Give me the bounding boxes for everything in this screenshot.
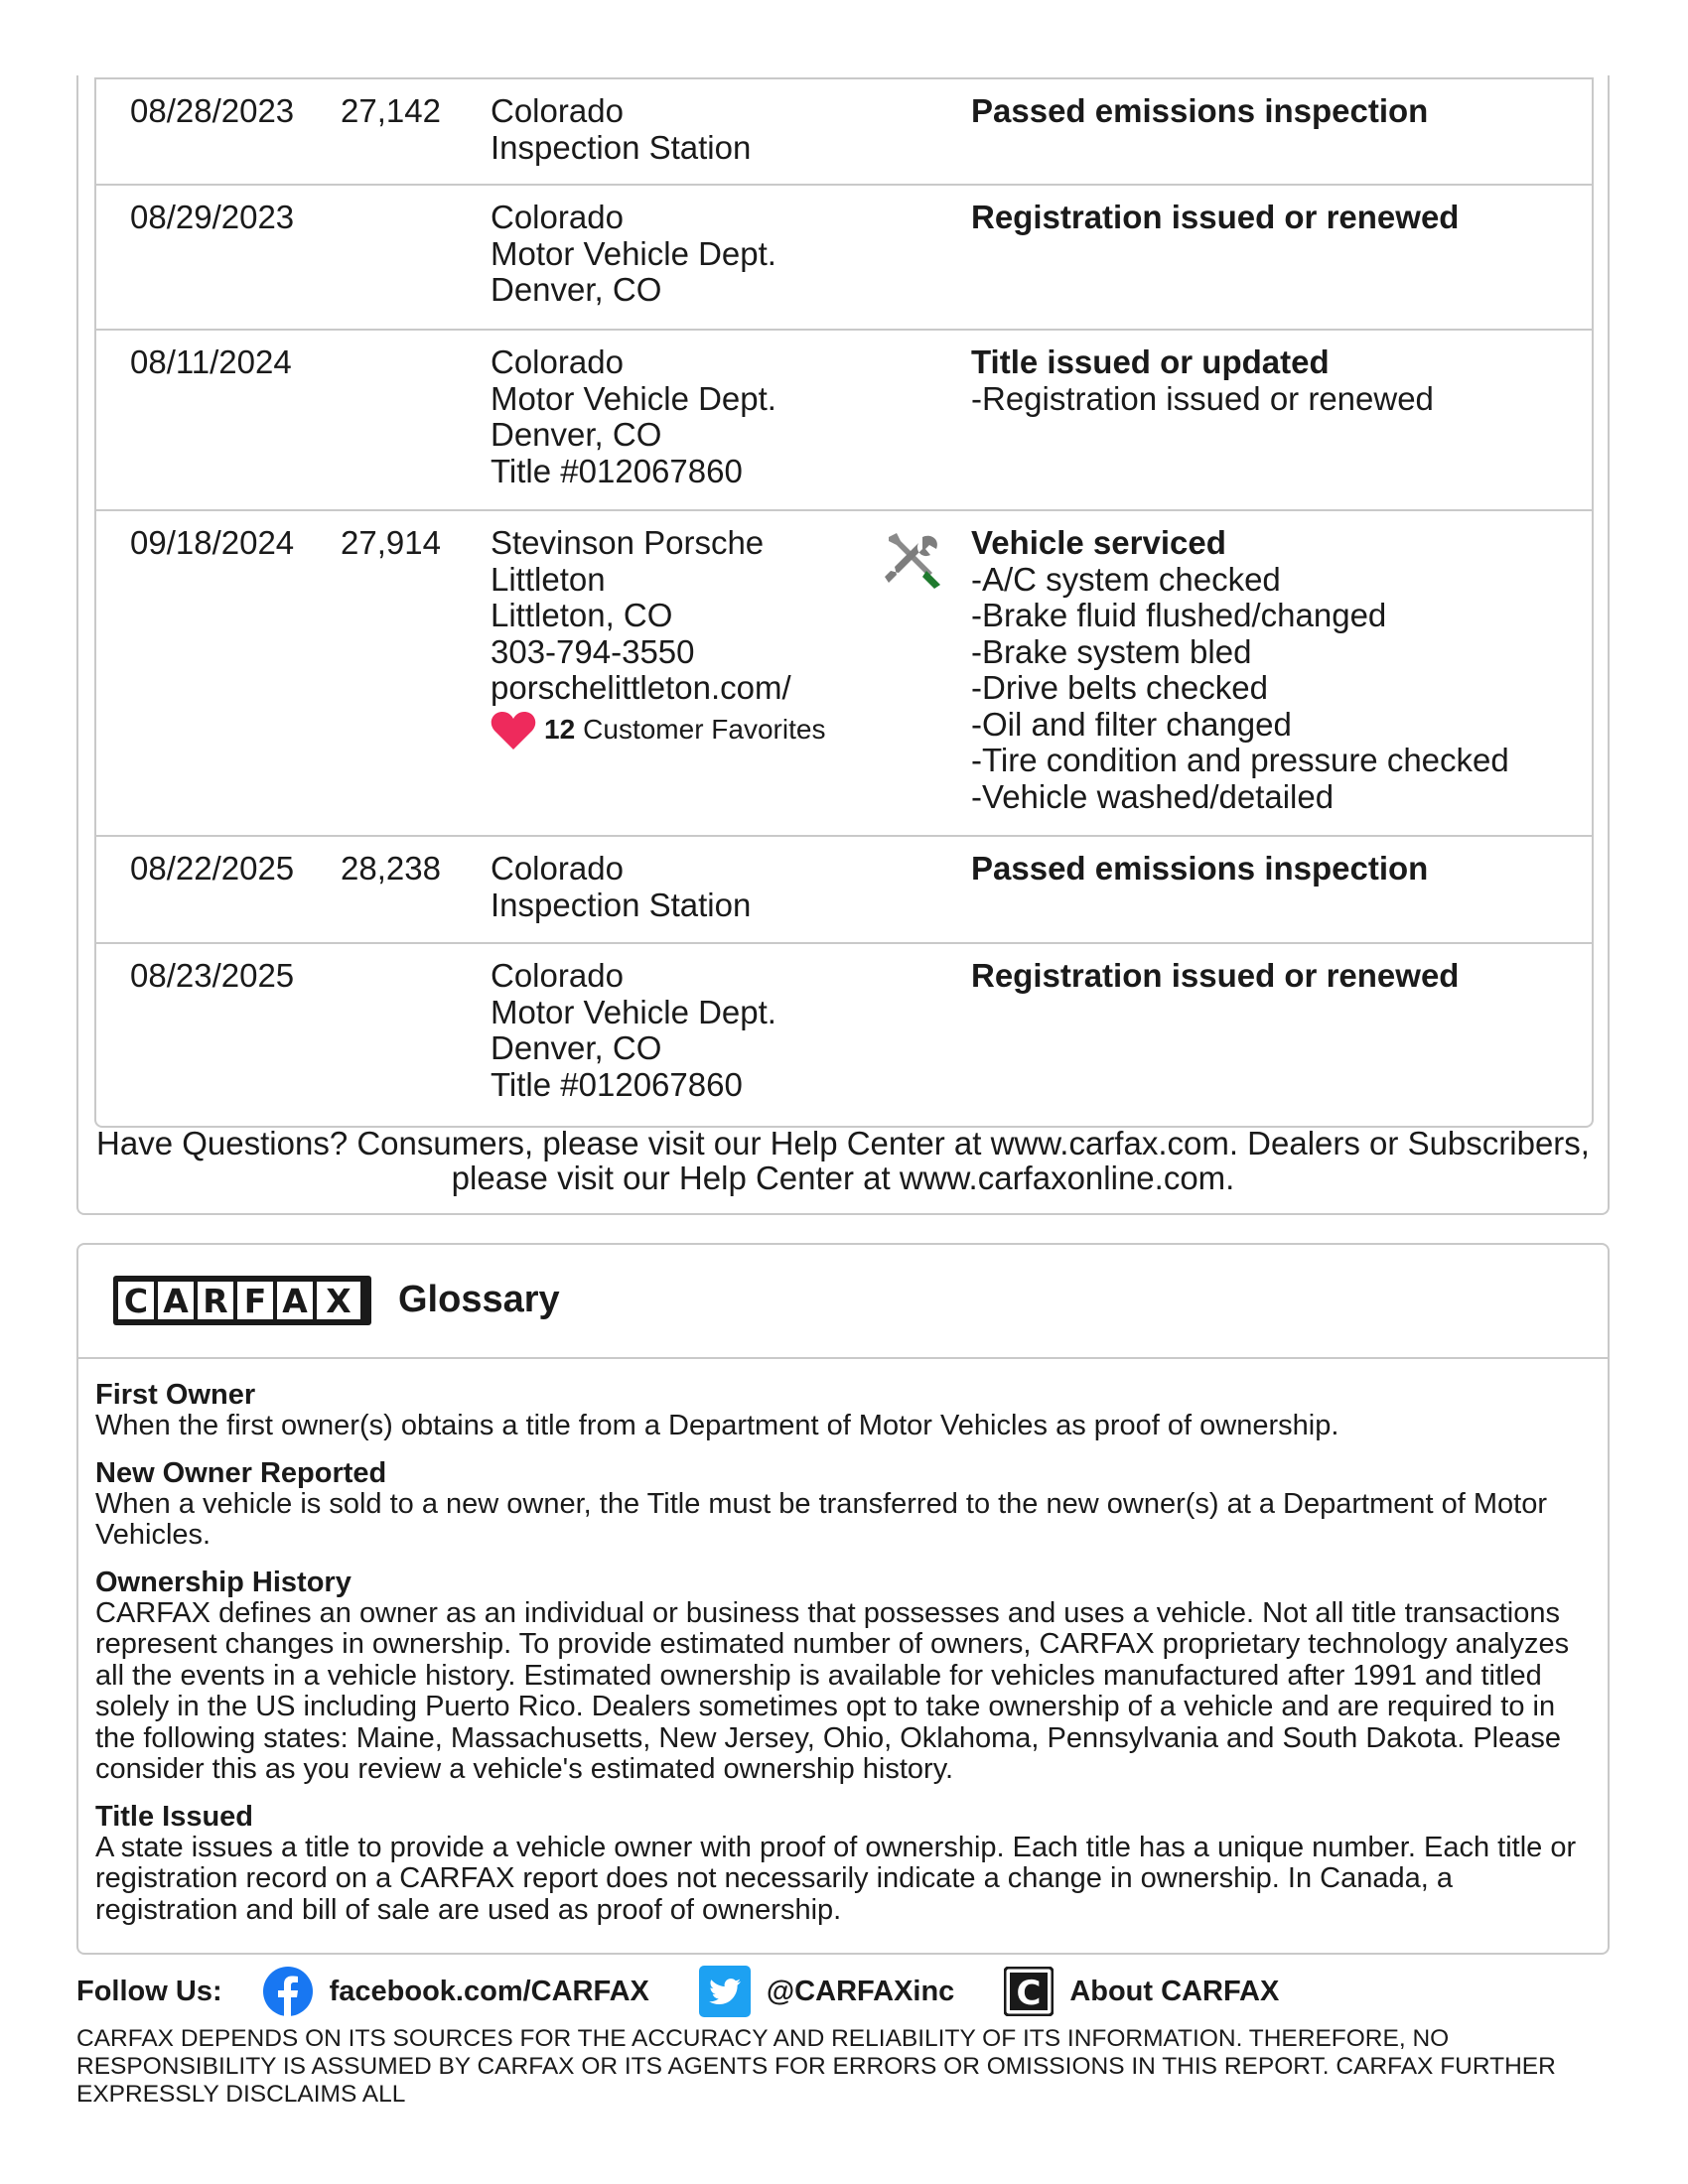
record-source [491, 93, 751, 166]
favorites-label: Customer Favorites [583, 714, 826, 746]
follow-us-label: Follow Us: [76, 1975, 222, 2007]
twitter-link-text: @CARFAXinc [766, 1975, 955, 2007]
record-source [491, 200, 776, 309]
comment-item: -Oil and filter changed [971, 705, 1292, 743]
source-line: Littleton [491, 560, 606, 598]
facebook-link[interactable] [262, 1966, 649, 2017]
glossary-body [95, 1380, 1595, 1942]
source-line: Littleton, CO [491, 597, 673, 633]
history-records-table [94, 77, 1594, 1128]
heart-icon [491, 711, 536, 751]
source-link[interactable]: porschelittleton.com/ [491, 669, 791, 706]
follow-us-bar [76, 1964, 1610, 2019]
comment-item: -Drive belts checked [971, 669, 1268, 706]
source-line: Motor Vehicle Dept. [491, 234, 776, 272]
comment-head: Registration issued or renewed [971, 199, 1460, 235]
disclaimer-text: CARFAX DEPENDS ON ITS SOURCES FOR THE ACCURACY AND RELIABILITY OF ITS INFORMATION. THEREFORE, NO RESPONSIBILITY IS ASSUMED BY CARFAX OR ITS AGENTS FOR ERRORS OR OMISSIONS IN THIS REPORT. CARFAX FURTHER EXPRESSLY DISCLAIMS ALL [76, 2025, 1556, 2108]
comment-item: -Registration issued or renewed [971, 379, 1434, 417]
record-date: 08/28/2023 [130, 92, 295, 129]
term-definition: A state issues a title to provide a vehicle owner with proof of ownership. Each title has a unique number. Each title or registration record on a CARFAX report does not necessarily indicate a change in ownership. In Canada, a registration and bill of sale are used as proof of ownership. [95, 1831, 1577, 1926]
source-line: 303-794-3550 [491, 632, 695, 670]
record-date: 09/18/2024 [130, 524, 295, 561]
glossary-title: Glossary [398, 1279, 560, 1320]
customer-favorites [491, 711, 825, 751]
comment-item: -Brake system bled [971, 632, 1252, 670]
carfax-logo: C A R F A X [113, 1276, 371, 1325]
facebook-link-text: facebook.com/CARFAX [329, 1975, 649, 2007]
record-source [491, 525, 825, 751]
record-comments [971, 958, 1459, 995]
comment-item: -Brake fluid flushed/changed [971, 597, 1387, 633]
source-line: Stevinson Porsche [491, 524, 765, 561]
term-title: First Owner [95, 1379, 256, 1411]
source-line: Title #012067860 [491, 1065, 743, 1103]
record-date: 08/11/2024 [130, 343, 292, 380]
source-line: Colorado [491, 343, 624, 380]
term-definition: When the first owner(s) obtains a title from a Department of Motor Vehicles as proof of ownership. [95, 1410, 1339, 1441]
record-source [491, 344, 776, 489]
about-carfax-link[interactable] [1004, 1967, 1279, 2016]
comment-head: Vehicle serviced [971, 524, 1226, 561]
glossary-term [95, 1568, 1595, 1786]
source-line: Inspection Station [491, 886, 752, 923]
source-line: Colorado [491, 957, 624, 994]
glossary-term [95, 1380, 1595, 1442]
term-definition: CARFAX defines an owner as an individual or business that possesses and uses a vehicle. Not all title transactions represent changes in ownership. To provide estimated number of owners, CARFAX proprietary technology analyzes all the events in a vehicle history. Estimated ownership is available for vehicles manufactured after 1991 and titled solely in the US including Puerto Rico. Dealers sometimes opt to take ownership of a vehicle and are required to in the following states: Maine, Massachusetts, New Jersey, Ohio, Oklahoma, Pennsylvania and South Dakota. Please consider this as you review a vehicle's estimated ownership history. [95, 1596, 1570, 1785]
record-comments [971, 93, 1428, 130]
comment-item: -Vehicle washed/detailed [971, 777, 1335, 815]
record-odometer: 27,914 [341, 524, 441, 561]
source-line: Inspection Station [491, 128, 752, 166]
source-line: Denver, CO [491, 1029, 662, 1066]
record-comments [971, 851, 1428, 887]
term-title: Ownership History [95, 1566, 352, 1598]
source-line: Title #012067860 [491, 452, 743, 489]
glossary-term [95, 1802, 1595, 1927]
comment-head: Passed emissions inspection [971, 850, 1429, 887]
record-odometer: 27,142 [341, 92, 441, 129]
table-row [96, 186, 1592, 331]
comment-item: -Tire condition and pressure checked [971, 742, 1509, 778]
comment-item: -A/C system checked [971, 560, 1281, 598]
source-line: Colorado [491, 199, 624, 235]
term-title: New Owner Reported [95, 1456, 387, 1489]
wrench-screwdriver-icon [883, 531, 944, 591]
source-line: Colorado [491, 850, 624, 887]
record-comments [971, 200, 1459, 236]
source-line: Motor Vehicle Dept. [491, 379, 776, 417]
favorites-count: 12 [544, 714, 576, 746]
glossary-header [78, 1245, 1608, 1359]
twitter-icon [699, 1966, 751, 2017]
comment-head: Passed emissions inspection [971, 92, 1429, 129]
source-line: Denver, CO [491, 416, 662, 453]
source-line: Denver, CO [491, 271, 662, 308]
comment-head: Registration issued or renewed [971, 957, 1460, 994]
source-line: Colorado [491, 92, 624, 129]
table-row [96, 511, 1592, 837]
record-date: 08/29/2023 [130, 199, 295, 235]
term-definition: When a vehicle is sold to a new owner, the Title must be transferred to the new owner(s) at a Department of Motor Vehicles. [95, 1487, 1547, 1551]
table-row [96, 837, 1592, 944]
record-source [491, 958, 776, 1103]
record-date: 08/23/2025 [130, 957, 295, 994]
glossary-section [76, 1243, 1610, 1955]
carfax-c-icon [1004, 1967, 1054, 2016]
table-row [96, 79, 1592, 186]
about-carfax-text: About CARFAX [1069, 1975, 1280, 2007]
glossary-term [95, 1458, 1595, 1552]
term-title: Title Issued [95, 1800, 254, 1833]
record-odometer: 28,238 [341, 850, 441, 887]
table-row [96, 944, 1592, 1126]
source-line: Motor Vehicle Dept. [491, 993, 776, 1030]
record-comments [971, 344, 1434, 417]
record-date: 08/22/2025 [130, 850, 295, 887]
twitter-link[interactable] [699, 1966, 954, 2017]
facebook-icon [262, 1966, 314, 2017]
table-row [96, 331, 1592, 511]
record-comments [971, 525, 1509, 815]
comment-head: Title issued or updated [971, 343, 1330, 380]
svg-text:C: C [1016, 1974, 1042, 2013]
help-center-text: Have Questions? Consumers, please visit our Help Center at www.carfax.com. Dealers or Subscribers, please visit our Help Center at www.carfaxonline.com. [96, 1125, 1590, 1196]
record-source [491, 851, 751, 923]
